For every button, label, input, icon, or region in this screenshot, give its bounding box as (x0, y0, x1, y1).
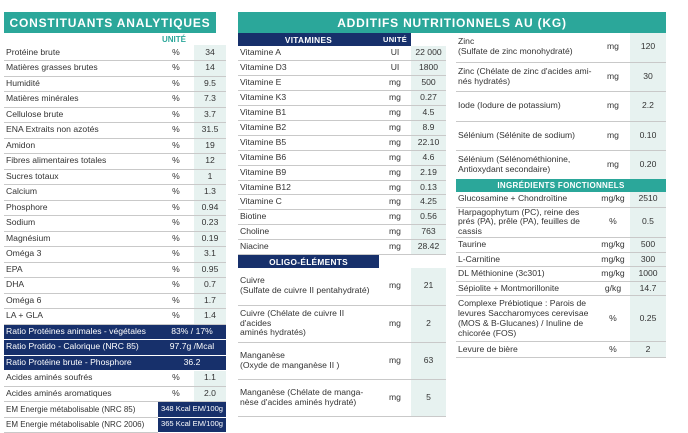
functional-label: L-Carnitine (456, 253, 596, 267)
functional-row (456, 238, 666, 253)
row-label: Sucres totaux (4, 169, 158, 185)
functional-value: 1000 (630, 267, 666, 282)
row-label: Cellulose brute (4, 107, 158, 123)
ratio-value: 36.2 (158, 355, 226, 371)
functional-unit: % (596, 296, 630, 342)
row-label: LA + GLA (4, 309, 158, 325)
functional-label: Levure de bière (456, 342, 596, 358)
oligo-title: OLIGO-ÉLÉMENTS (238, 255, 379, 268)
row-value: 34 (194, 45, 226, 61)
energy-row (4, 417, 226, 433)
row-value: 0.94 (194, 200, 226, 216)
row-value: 0.7 (194, 278, 226, 294)
vitamin-label: Vitamine B12 (238, 180, 379, 195)
mineral-value: 0.10 (630, 121, 666, 150)
row-unit: % (158, 61, 194, 77)
oligo-row (238, 305, 446, 342)
row-unit: % (158, 200, 194, 216)
vitamin-unit: mg (379, 225, 411, 240)
vitamin-value: 4.5 (411, 106, 446, 121)
vitamin-row (238, 135, 446, 150)
functional-unit: mg/kg (596, 238, 630, 253)
row-label: Matières grasses brutes (4, 61, 158, 77)
mineral-label (456, 150, 596, 179)
energy-value: 348 Kcal EM/100g (158, 402, 226, 418)
row-label: Phosphore (4, 200, 158, 216)
vitamin-value: 28.42 (411, 240, 446, 255)
table-row (4, 278, 226, 294)
mineral-value: 30 (630, 62, 666, 91)
ratio-value: 97.7g /Mcal (158, 340, 226, 356)
vitamin-value: 0.56 (411, 210, 446, 225)
table-row (4, 45, 226, 61)
vitamin-value: 4.6 (411, 150, 446, 165)
left-unit-header: UNITÉ (162, 35, 186, 44)
table-row (4, 92, 226, 108)
row-unit: % (158, 231, 194, 247)
mineral-row (456, 121, 666, 150)
vitamin-row (238, 106, 446, 121)
vitamin-value: 22.10 (411, 135, 446, 150)
table-row (4, 262, 226, 278)
vitamin-row (238, 46, 446, 61)
row-label: ENA Extraits non azotés (4, 123, 158, 139)
label-line-2: (Sulfate de cuivre II pentahydraté) (240, 285, 370, 296)
row-value: 19 (194, 138, 226, 154)
vitamin-label: Vitamine B6 (238, 150, 379, 165)
functional-label: Sépiolite + Montmorillonite (456, 282, 596, 296)
analytical-table (4, 45, 226, 433)
row-unit: % (158, 138, 194, 154)
row-label: Humidité (4, 76, 158, 92)
functional-label: Complexe Prébiotique : Parois de levures Saccharomyces cerevisae (MOS & B-Glucanes) / Inuline de chicorée (FOS) (456, 296, 596, 342)
vitamin-row (238, 180, 446, 195)
vitamin-row (238, 225, 446, 240)
vitamin-value: 0.13 (411, 180, 446, 195)
row-label: Sodium (4, 216, 158, 232)
mineral-unit: mg (596, 121, 630, 150)
oligo-value: 2 (411, 305, 446, 342)
functional-row (456, 296, 666, 342)
functional-row (456, 253, 666, 267)
vitamin-label: Vitamine B9 (238, 165, 379, 180)
table-row (4, 309, 226, 325)
mineral-unit: mg (596, 33, 630, 62)
oligo-value: 21 (411, 268, 446, 305)
label-line-1: Sélénium (Sélénite de sodium) (458, 129, 576, 140)
energy-label: EM Energie métabolisable (NRC 85) (4, 402, 158, 418)
functional-row (456, 192, 666, 207)
label-line-1: Manganèse (Chélate de manga- (240, 386, 364, 397)
mineral-row (456, 62, 666, 91)
vitamins-table (238, 46, 446, 255)
row-value: 31.5 (194, 123, 226, 139)
vitamin-row (238, 61, 446, 76)
mineral-label (456, 91, 596, 121)
vitamin-label: Biotine (238, 210, 379, 225)
label-line-2: nés hydratés) (458, 75, 511, 86)
row-value: 0.19 (194, 231, 226, 247)
vitamin-value: 4.25 (411, 195, 446, 210)
ratio-label: Ratio Protido - Calorique (NRC 85) (4, 340, 158, 356)
vitamin-label: Vitamine E (238, 76, 379, 91)
row-value: 1.4 (194, 309, 226, 325)
table-row (4, 216, 226, 232)
vitamin-unit: mg (379, 120, 411, 135)
vitamin-unit: mg (379, 135, 411, 150)
row-value: 7.3 (194, 92, 226, 108)
vitamin-row (238, 165, 446, 180)
minerals-table (456, 33, 666, 180)
label-line-1: Cuivre (Chélate de cuivre II d'acides (240, 307, 345, 328)
label-line-2: (Oxyde de manganèse II ) (240, 359, 340, 370)
functional-row (456, 282, 666, 296)
vitamin-value: 1800 (411, 61, 446, 76)
table-row (4, 154, 226, 170)
vitamin-unit: mg (379, 150, 411, 165)
row-value: 1.7 (194, 293, 226, 309)
oligo-unit: mg (379, 305, 411, 342)
label-line-1: Cuivre (240, 275, 265, 286)
vitamin-label: Vitamine B2 (238, 120, 379, 135)
functional-unit: mg/kg (596, 267, 630, 282)
row-label: Matières minérales (4, 92, 158, 108)
analytical-constituents-header: CONSTITUANTS ANALYTIQUES (4, 12, 216, 33)
ratio-label: Ratio Protéines animales - végétales (4, 324, 158, 340)
table-row (4, 169, 226, 185)
functional-row (456, 207, 666, 238)
vitamins-unit-header: UNITÉ (379, 33, 411, 46)
table-row (4, 247, 226, 263)
functional-title: INGRÉDIENTS FONCTIONNELS (456, 179, 666, 192)
table-row (4, 200, 226, 216)
row-label: Oméga 6 (4, 293, 158, 309)
mineral-unit: mg (596, 62, 630, 91)
vitamin-label: Vitamine B1 (238, 106, 379, 121)
row-label: Calcium (4, 185, 158, 201)
row-unit: % (158, 309, 194, 325)
row-label: Acides aminés soufrés (4, 371, 158, 387)
vitamin-unit: UI (379, 61, 411, 76)
row-unit: % (158, 262, 194, 278)
mineral-value: 120 (630, 33, 666, 62)
row-value: 12 (194, 154, 226, 170)
functional-label: Harpagophytum (PC), reine des prés (PA), prêle (PA), feuilles de cassis (456, 207, 596, 238)
functional-row (456, 267, 666, 282)
row-unit: % (158, 278, 194, 294)
oligo-label (238, 342, 379, 379)
functional-label: Glucosamine + Chondroïtine (456, 192, 596, 207)
mineral-unit: mg (596, 150, 630, 179)
row-value: 1 (194, 169, 226, 185)
oligo-row (238, 268, 446, 305)
vitamin-label: Vitamine D3 (238, 61, 379, 76)
energy-value: 365 Kcal EM/100g (158, 417, 226, 433)
vitamin-row (238, 150, 446, 165)
mineral-label (456, 121, 596, 150)
vitamin-row (238, 120, 446, 135)
oligo-unit: mg (379, 268, 411, 305)
vitamin-unit: mg (379, 210, 411, 225)
row-label: Amidon (4, 138, 158, 154)
functional-unit: % (596, 207, 630, 238)
row-label: Protéine brute (4, 45, 158, 61)
amino-row (4, 371, 226, 387)
mineral-value: 2.2 (630, 91, 666, 121)
row-unit: % (158, 169, 194, 185)
vitamin-label: Niacine (238, 240, 379, 255)
oligo-value: 5 (411, 379, 446, 416)
row-value: 14 (194, 61, 226, 77)
functional-value: 2 (630, 342, 666, 358)
row-label: Fibres alimentaires totales (4, 154, 158, 170)
vitamin-unit: mg (379, 240, 411, 255)
mineral-unit: mg (596, 91, 630, 121)
oligo-row (238, 342, 446, 379)
vitamin-label: Vitamine A (238, 46, 379, 61)
row-value: 2.0 (194, 386, 226, 402)
row-unit: % (158, 185, 194, 201)
label-line-2: aminés hydratés) (240, 327, 306, 338)
functional-unit: mg/kg (596, 253, 630, 267)
amino-row (4, 386, 226, 402)
table-row (4, 231, 226, 247)
row-unit: % (158, 216, 194, 232)
oligo-table (238, 268, 446, 417)
table-row (4, 76, 226, 92)
table-row (4, 61, 226, 77)
oligo-label (238, 305, 379, 342)
vitamin-value: 0.27 (411, 91, 446, 106)
label-line-1: Sélénium (Sélénométhionine, (458, 153, 571, 164)
row-label: DHA (4, 278, 158, 294)
vitamin-value: 763 (411, 225, 446, 240)
label-line-2: nèse d'acides aminés hydraté) (240, 396, 357, 407)
row-unit: % (158, 107, 194, 123)
mineral-row (456, 150, 666, 179)
table-row (4, 138, 226, 154)
functional-table (456, 192, 666, 358)
vitamin-label: Choline (238, 225, 379, 240)
label-line-1: Zinc (458, 36, 475, 47)
functional-value: 2510 (630, 192, 666, 207)
functional-unit: mg/kg (596, 192, 630, 207)
mineral-label (456, 33, 596, 62)
vitamin-row (238, 91, 446, 106)
row-value: 3.1 (194, 247, 226, 263)
nutritional-additives-header: ADDITIFS NUTRITIONNELS AU (KG) (238, 12, 666, 33)
functional-value: 500 (630, 238, 666, 253)
row-value: 1.3 (194, 185, 226, 201)
row-unit: % (158, 45, 194, 61)
row-unit: % (158, 371, 194, 387)
vitamin-row (238, 76, 446, 91)
row-value: 3.7 (194, 107, 226, 123)
mineral-label (456, 62, 596, 91)
row-label: EPA (4, 262, 158, 278)
vitamin-unit: mg (379, 106, 411, 121)
vitamin-value: 8.9 (411, 120, 446, 135)
row-label: Oméga 3 (4, 247, 158, 263)
row-value: 0.95 (194, 262, 226, 278)
functional-value: 14.7 (630, 282, 666, 296)
vitamin-unit: mg (379, 195, 411, 210)
ratio-label: Ratio Protéine brute - Phosphore (4, 355, 158, 371)
mineral-row (456, 91, 666, 121)
vitamin-unit: mg (379, 180, 411, 195)
label-line-1: Zinc (Chélate de zinc d'acides ami- (458, 65, 592, 76)
row-value: 0.23 (194, 216, 226, 232)
row-value: 1.1 (194, 371, 226, 387)
vitamin-label: Vitamine K3 (238, 91, 379, 106)
ratio-value: 83% / 17% (158, 324, 226, 340)
energy-label: EM Energie métabolisable (NRC 2006) (4, 417, 158, 433)
vitamin-value: 2.19 (411, 165, 446, 180)
functional-unit: % (596, 342, 630, 358)
row-unit: % (158, 123, 194, 139)
row-unit: % (158, 247, 194, 263)
functional-label: DL Méthionine (3c301) (456, 267, 596, 282)
mineral-row (456, 33, 666, 62)
table-row (4, 107, 226, 123)
row-unit: % (158, 154, 194, 170)
vitamin-unit: mg (379, 76, 411, 91)
vitamin-row (238, 210, 446, 225)
row-unit: % (158, 293, 194, 309)
functional-row (456, 342, 666, 358)
functional-unit: g/kg (596, 282, 630, 296)
vitamin-unit: UI (379, 46, 411, 61)
table-row (4, 123, 226, 139)
oligo-unit: mg (379, 379, 411, 416)
ratio-row (4, 324, 226, 340)
oligo-row (238, 379, 446, 416)
row-value: 9.5 (194, 76, 226, 92)
vitamins-title: VITAMINES (238, 33, 379, 46)
oligo-unit: mg (379, 342, 411, 379)
row-label: Magnésium (4, 231, 158, 247)
table-row (4, 293, 226, 309)
label-line-1: Iode (Iodure de potassium) (458, 100, 561, 111)
vitamin-value: 22 000 (411, 46, 446, 61)
label-line-1: Manganèse (240, 349, 285, 360)
functional-label: Taurine (456, 238, 596, 253)
row-unit: % (158, 92, 194, 108)
row-unit: % (158, 386, 194, 402)
row-label: Acides aminés aromatiques (4, 386, 158, 402)
vitamin-unit: mg (379, 165, 411, 180)
vitamin-row (238, 195, 446, 210)
oligo-label (238, 268, 379, 305)
vitamin-label: Vitamine B5 (238, 135, 379, 150)
ratio-row (4, 355, 226, 371)
functional-value: 0.5 (630, 207, 666, 238)
functional-value: 300 (630, 253, 666, 267)
vitamin-label: Vitamine C (238, 195, 379, 210)
ratio-row (4, 340, 226, 356)
vitamin-unit: mg (379, 91, 411, 106)
energy-row (4, 402, 226, 418)
mineral-value: 0.20 (630, 150, 666, 179)
row-unit: % (158, 76, 194, 92)
table-row (4, 185, 226, 201)
vitamin-value: 500 (411, 76, 446, 91)
vitamin-row (238, 240, 446, 255)
functional-value: 0.25 (630, 296, 666, 342)
oligo-label (238, 379, 379, 416)
oligo-value: 63 (411, 342, 446, 379)
label-line-2: Antioxydant secondaire) (458, 163, 551, 174)
label-line-2: (Sulfate de zinc monohydraté) (458, 46, 573, 57)
